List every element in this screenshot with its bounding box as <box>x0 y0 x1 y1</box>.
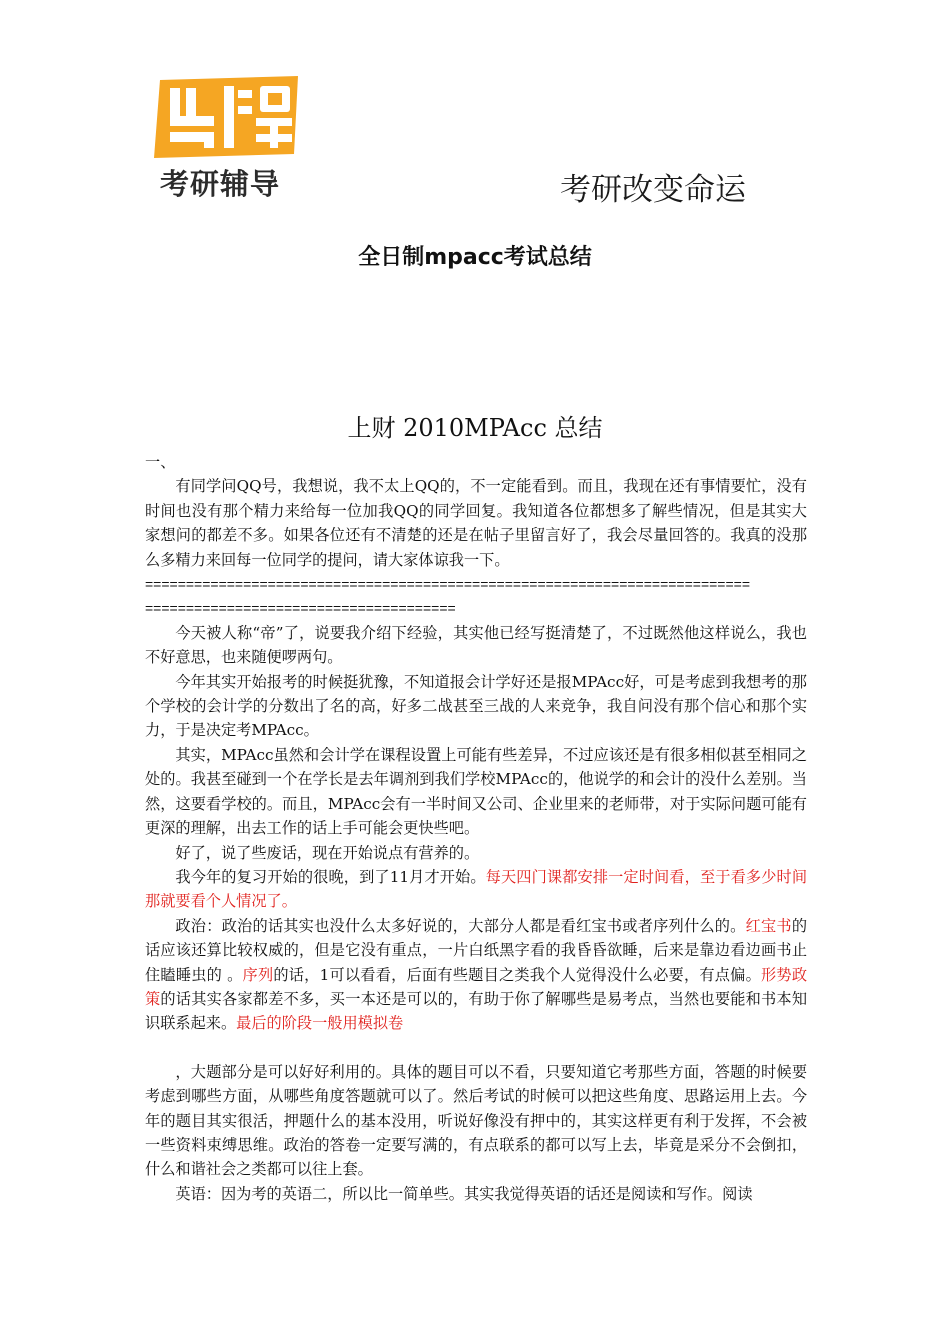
text: 我今年的复习开始的很晚，到了11月才开始。 <box>175 867 486 886</box>
paragraph: ，大题部分是可以好好利用的。具体的题目可以不看，只要知道它考那些方面，答题的时候要考虑到哪些方面，从哪些角度答题就可以了。然后考试的时候可以把这些角度、思路运用上去。今年的题目其实很活，押题什么的基本没用，听说好像没有押中的，其实这样更有利于发挥，不会被一些资料束缚思维。政治的答卷一定要写满的，有点联系的都可以写上去，毕竟是采分不会倒扣，什么和谐社会之类都可以往上套。 <box>145 1062 807 1179</box>
highlight-text: 最后的阶段一般用模拟卷 <box>236 1014 404 1033</box>
kaicheng-logo-mark <box>152 76 302 158</box>
section-title: 上财 2010MPAcc 总结 <box>347 414 603 442</box>
text: 政治：政治的话其实也没什么太多好说的，大部分人都是看红宝书或者序列什么的。 <box>175 916 746 935</box>
article-body <box>145 450 807 1206</box>
paragraph-intro: 有同学问QQ号，我想说，我不太上QQ的，不一定能看到。而且，我现在还有事情要忙，没有时间也没有那个精力来给每一位加我QQ的同学回复。我知道各位都想多了解些情况，但是其实大家想问的都差不多。如果各位还有不清楚的还是在帖子里留言好了，我会尽量回答的。我真的没那么多精力来回每一位同学的提问，请大家体谅我一下。 <box>145 477 807 569</box>
logo-subtitle: 考研辅导 <box>160 167 281 201</box>
paragraph: 今天被人称“帝”了，说要我介绍下经验，其实他已经写挺清楚了，不过既然他这样说么，我也不好意思，也来随便啰两句。 <box>145 623 807 667</box>
paragraph-politics <box>145 914 807 1036</box>
brand-logo <box>150 76 310 201</box>
slogan: 考研改变命运 <box>560 172 746 208</box>
paragraph-schedule <box>145 865 807 914</box>
highlight-text: 每天四门课都安排一定时间看，至于看多少时间那就要看个人情况了。 <box>145 867 808 911</box>
separator-line: ====================================== <box>145 600 456 617</box>
paragraph: 其实，MPAcc虽然和会计学在课程设置上可能有些差异，不过应该还是有很多相似甚至相同之处的。我甚至碰到一个在学长是去年调剂到我们学校MPAcc的，他说学的和会计的没什么差别。当然，这要看学校的。而且，MPAcc会有一半时间又公司、企业里来的老师带，对于实际问题可能有更深的理解，出去工作的话上手可能会更快些吧。 <box>145 745 807 838</box>
separator-line: ========================================================================== <box>145 576 751 593</box>
document-title: 全日制mpacc考试总结 <box>358 245 592 270</box>
highlight-text: 形势政策 <box>145 965 808 1008</box>
section-number: 一、 <box>145 453 176 471</box>
paragraph: 今年其实开始报考的时候挺犹豫，不知道报会计学好还是报MPAcc好，可是考虑到我想考的那个学校的会计学的分数出了名的高，好多二战甚至三战的人来竞争，我自问没有那个信心和那个实力，于是决定考MPAcc。 <box>145 672 807 740</box>
text: 的话，1可以看看，后面有些题目之类我个人觉得没什么必要，有点偏。 <box>273 965 761 984</box>
highlight-text: 序列 <box>242 965 274 984</box>
paragraph: 好了，说了些废话，现在开始说点有营养的。 <box>175 843 480 862</box>
text: 的话应该还算比较权威的，但是它没有重点，一片白纸黑字看的我昏昏欲睡，后来是靠边看边画书止住瞌睡虫的 。 <box>145 916 808 984</box>
paragraph-english: 英语：因为考的英语二，所以比一简单些。其实我觉得英语的话还是阅读和写作。阅读 <box>175 1184 753 1203</box>
text: 的话其实各家都差不多，买一本还是可以的，有助于你了解哪些是易考点，当然也要能和书本知识联系起来。 <box>145 989 808 1033</box>
highlight-text: 红宝书 <box>745 916 792 935</box>
